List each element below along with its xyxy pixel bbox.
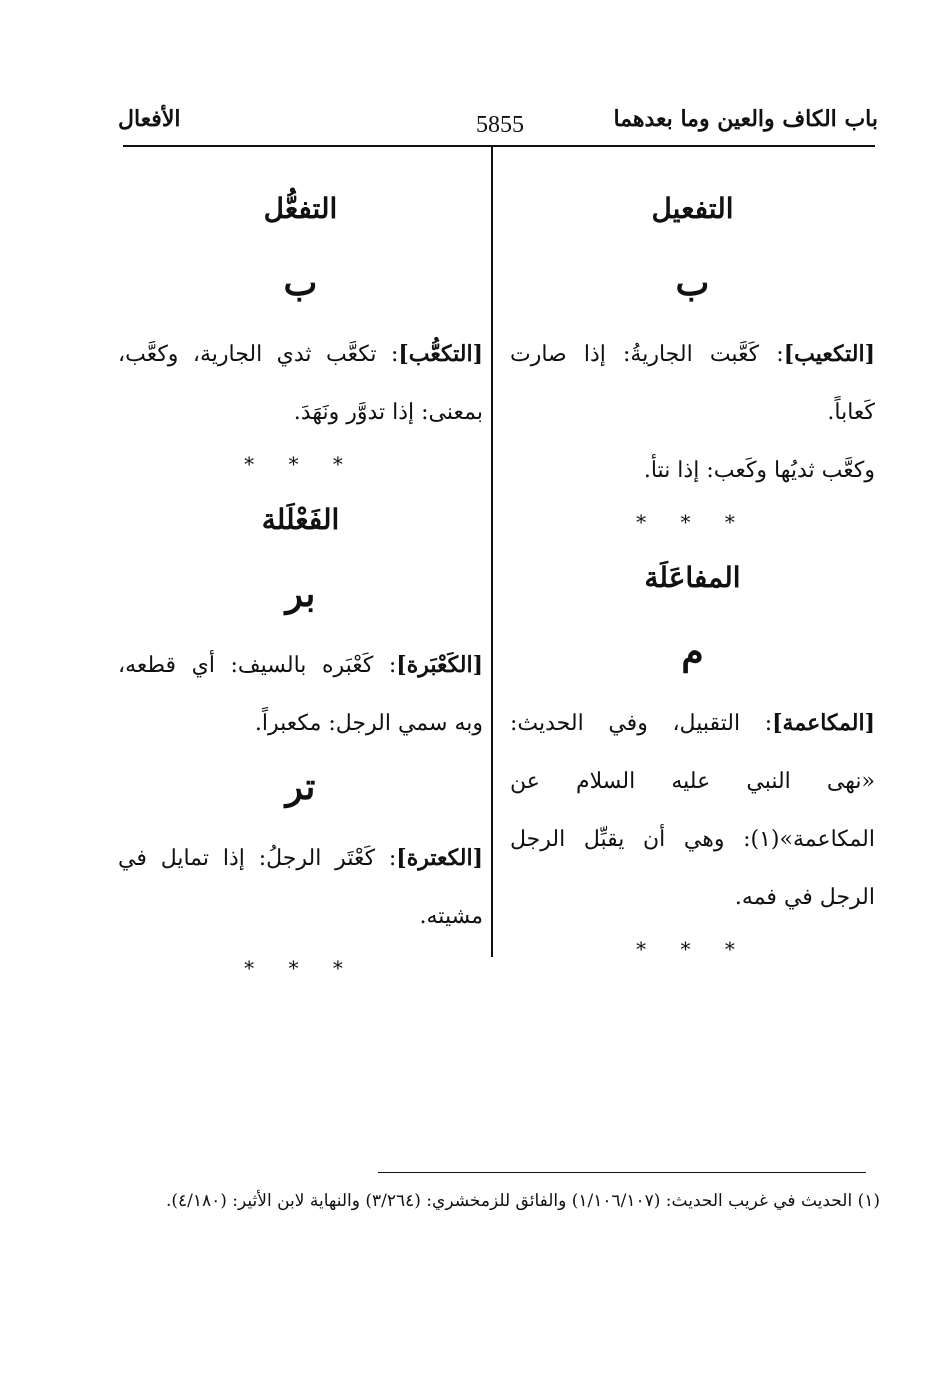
root-letter: بر <box>285 573 316 615</box>
footnote-rule <box>378 1172 866 1173</box>
heading-mufaala: المفاعَلَة <box>644 561 741 594</box>
entry-takaub <box>118 325 483 442</box>
entry-term: [الكعترة] <box>396 845 483 871</box>
entry-term: [التكعيب] <box>783 341 875 367</box>
heading-tafeel: التفعيل <box>651 192 734 225</box>
separator-stars: * * * <box>636 937 749 961</box>
entry-text: : كَعْبَره بالسيف: أي قطعه، وبه سمي الرجل: مكعبراً. <box>118 653 483 736</box>
entry-kabara <box>118 636 483 753</box>
heading-tafaul: التفعُّل <box>263 192 338 225</box>
section-title: الأفعال <box>118 106 181 132</box>
heading-falala: الفَعْلَلة <box>261 503 340 536</box>
entry-term: [التكعُّب] <box>398 341 483 367</box>
root-letter: ب <box>283 262 318 304</box>
entry-term: [المكاعمة] <box>772 710 875 736</box>
entry-takeeb <box>510 325 875 442</box>
entry-text: : التقبيل، وفي الحديث: «نهى النبي عليه السلام عن المكاعمة»(١): وهي أن يقبِّل الرجل الرجل في فمه. <box>510 711 875 910</box>
footnote: (١) الحديث في غريب الحديث: (١/١٠٦/١٠٧) والفائق للزمخشري: (٣/٢٦٤) والنهاية لابن الأثير: (٤/١٨٠). <box>165 1191 880 1211</box>
root-letter: تر <box>285 766 316 808</box>
right-column <box>510 175 875 985</box>
root-letter: ب <box>675 262 710 304</box>
separator-stars: * * * <box>244 956 357 980</box>
page-header <box>118 102 878 148</box>
entry-text: : كَعْتَر الرجلُ: إذا تمايل في مشيته. <box>118 846 483 929</box>
entry-katara <box>118 829 483 946</box>
separator-stars: * * * <box>244 452 357 476</box>
separator-stars: * * * <box>636 510 749 534</box>
left-column <box>118 175 483 1004</box>
entry-term: [الكَعْبَرة] <box>396 652 483 678</box>
page-number: 5855 <box>476 112 524 138</box>
entry-text: : كَعَّبت الجاريةُ: إذا صارت كَعاباً. <box>510 342 875 425</box>
column-divider <box>491 147 493 957</box>
root-letter: م <box>681 631 704 673</box>
entry-text: : تكعَّب ثدي الجارية، وكعَّب، بمعنى: إذا تدوَّر ونَهَدَ. <box>118 342 483 425</box>
chapter-title: باب الكاف والعين وما بعدهما <box>613 106 878 132</box>
header-rule <box>123 145 875 147</box>
entry-mukaama <box>510 694 875 927</box>
entry-takeeb-cont: وكعَّب ثديُها وكَعب: إذا نتأ. <box>643 458 875 483</box>
